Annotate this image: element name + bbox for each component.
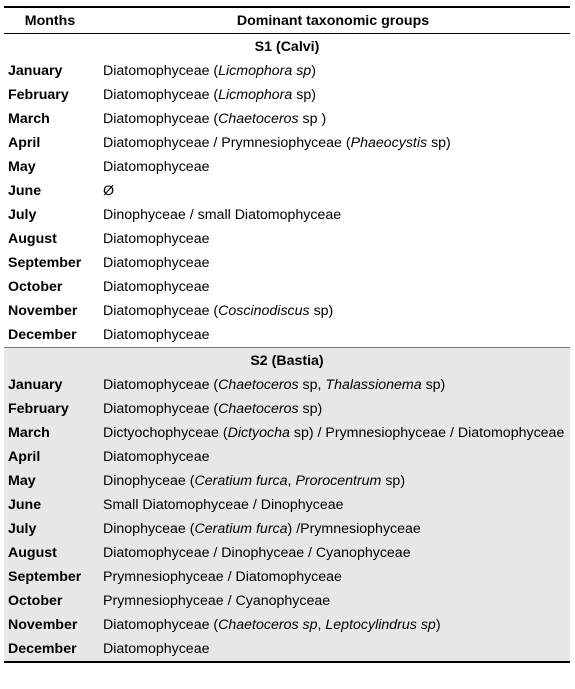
months-column-header: Months — [4, 7, 96, 34]
month-cell: July — [8, 521, 37, 538]
taxonomic-group-cell — [96, 83, 570, 107]
taxonomic-group-cell — [96, 445, 570, 469]
month-cell: May — [8, 159, 36, 176]
month-cell: September — [8, 569, 82, 586]
taxon-name-italic: Prorocentrum — [295, 473, 382, 490]
group-text: Diatomophyceae ( — [103, 377, 219, 394]
taxonomic-group-cell — [96, 373, 570, 397]
group-text: Diatomophyceae — [103, 327, 210, 344]
taxon-name-italic: Coscinodiscus — [218, 303, 310, 320]
month-cell: May — [8, 473, 36, 490]
table-header — [4, 7, 570, 34]
taxonomic-group-cell — [96, 59, 570, 83]
table-row — [4, 613, 570, 637]
taxonomic-group-cell — [96, 469, 570, 493]
taxon-name-italic: Leptocylindrus sp — [325, 617, 436, 634]
table-row — [4, 155, 570, 179]
month-cell: March — [8, 111, 50, 128]
table-row — [4, 565, 570, 589]
group-text: sp) — [292, 87, 316, 104]
taxon-name-italic: Ceratium furca — [194, 473, 288, 490]
group-text: sp) / Prymnesiophyceae / Diatomophyceae — [289, 425, 565, 442]
taxon-name-italic: Dictyocha — [227, 425, 290, 442]
taxonomic-group-cell — [96, 155, 570, 179]
group-text: Diatomophyceae / Prymnesiophyceae ( — [103, 135, 351, 152]
group-text: Dinophyceae ( — [103, 521, 195, 538]
table-row — [4, 373, 570, 397]
group-text: , — [317, 617, 326, 634]
group-text: Diatomophyceae ( — [103, 401, 219, 418]
month-cell: January — [8, 377, 63, 394]
group-text: sp) — [427, 135, 451, 152]
taxonomic-group-cell — [96, 227, 570, 251]
month-cell: October — [8, 593, 63, 610]
month-cell: December — [4, 637, 96, 662]
month-cell: November — [8, 617, 78, 634]
taxonomic-groups-table — [4, 6, 570, 663]
table-row — [4, 203, 570, 227]
section-title-row — [4, 348, 570, 374]
taxon-name-italic: Ceratium furca — [194, 521, 288, 538]
taxonomic-group-cell — [96, 251, 570, 275]
table-row — [4, 541, 570, 565]
month-cell: March — [8, 425, 50, 442]
taxonomic-group-cell — [96, 275, 570, 299]
group-text: Dictyochophyceae ( — [103, 425, 228, 442]
group-text: Diatomophyceae ( — [103, 617, 219, 634]
group-text: sp) — [421, 377, 446, 394]
month-cell: April — [8, 449, 41, 466]
table-row — [4, 445, 570, 469]
group-text: ) — [311, 63, 316, 80]
month-cell: April — [8, 135, 41, 152]
month-cell: January — [8, 63, 63, 80]
group-text: Prymnesiophyceae / Cyanophyceae — [103, 593, 331, 610]
section-title: S2 (Bastia) — [4, 348, 570, 374]
table-row — [4, 323, 570, 348]
section-title: S1 (Calvi) — [254, 39, 320, 56]
table-row — [4, 397, 570, 421]
table-row — [4, 299, 570, 323]
table-row — [4, 131, 570, 155]
group-text: Diatomophyceae — [103, 159, 210, 176]
taxonomic-group-cell — [96, 493, 570, 517]
table-row — [4, 179, 570, 203]
taxon-name-italic: Chaetoceros — [218, 111, 299, 128]
table-row — [4, 469, 570, 493]
group-text: ) — [435, 617, 441, 634]
month-cell: August — [8, 545, 57, 562]
month-cell: February — [8, 401, 69, 418]
month-cell: October — [8, 279, 63, 296]
taxonomic-group-cell — [96, 541, 570, 565]
table-row — [4, 83, 570, 107]
group-text: Small Diatomophyceae / Dinophyceae — [103, 497, 344, 514]
group-text: Prymnesiophyceae / Diatomophyceae — [103, 569, 342, 586]
group-text: sp) — [381, 473, 406, 490]
header-row — [4, 7, 570, 34]
table-row — [4, 59, 570, 83]
taxonomic-group-cell — [96, 637, 570, 662]
table-row — [4, 589, 570, 613]
taxon-name-italic: Chaetoceros sp — [218, 617, 318, 634]
group-text: sp) — [309, 303, 334, 320]
group-text: Diatomophyceae ( — [103, 87, 219, 104]
taxonomic-group-cell — [96, 299, 570, 323]
table-row — [4, 251, 570, 275]
taxon-name-italic: Licmophora sp — [218, 63, 312, 80]
taxonomic-group-cell — [96, 613, 570, 637]
month-cell: June — [8, 183, 42, 200]
group-text: Diatomophyceae — [103, 279, 210, 296]
month-cell: February — [8, 87, 69, 104]
group-text: Diatomophyceae ( — [103, 303, 219, 320]
group-text: sp) — [298, 401, 323, 418]
taxonomic-group-cell — [96, 323, 570, 348]
table-row — [4, 637, 570, 662]
section-s2-bastia — [4, 348, 570, 663]
taxonomic-group-cell — [96, 565, 570, 589]
table-row — [4, 517, 570, 541]
groups-column-header: Dominant taxonomic groups — [96, 7, 570, 34]
taxon-name-italic: Licmophora — [218, 87, 293, 104]
group-text: , — [287, 473, 296, 490]
taxon-name-italic: Chaetoceros — [218, 401, 299, 418]
group-text: Diatomophyceae ( — [103, 63, 219, 80]
taxon-name-italic: Phaeocystis — [350, 135, 428, 152]
month-cell: August — [8, 231, 57, 248]
group-text: sp, — [298, 377, 326, 394]
table-row — [4, 275, 570, 299]
group-text: ) /Prymnesiophyceae — [287, 521, 421, 538]
table-row — [4, 107, 570, 131]
group-text: Diatomophyceae — [103, 641, 210, 658]
section-title-row — [4, 34, 570, 60]
taxonomic-group-cell — [96, 397, 570, 421]
group-text: Diatomophyceae — [103, 449, 210, 466]
group-text: Diatomophyceae — [103, 231, 210, 248]
group-text: Diatomophyceae ( — [103, 111, 219, 128]
taxonomic-group-cell — [96, 203, 570, 227]
section-s1-calvi — [4, 34, 570, 348]
group-text: Diatomophyceae / Dinophyceae / Cyanophyceae — [103, 545, 411, 562]
taxonomic-group-cell — [96, 179, 570, 203]
table-row — [4, 227, 570, 251]
taxonomic-group-cell — [96, 131, 570, 155]
month-cell: December — [8, 327, 77, 344]
taxon-name-italic: Thalassionema — [325, 377, 422, 394]
taxonomic-group-cell — [96, 589, 570, 613]
taxonomic-group-cell — [96, 517, 570, 541]
group-text: sp ) — [298, 111, 327, 128]
month-cell: July — [8, 207, 37, 224]
taxonomic-group-cell — [96, 421, 570, 445]
month-cell: September — [8, 255, 82, 272]
group-text: Ø — [103, 183, 115, 200]
month-cell: June — [8, 497, 42, 514]
group-text: Dinophyceae / small Diatomophyceae — [103, 207, 342, 224]
month-cell: November — [8, 303, 78, 320]
group-text: Dinophyceae ( — [103, 473, 195, 490]
table-row — [4, 493, 570, 517]
table-row — [4, 421, 570, 445]
taxonomic-groups-table-container — [4, 6, 570, 663]
group-text: Diatomophyceae — [103, 255, 210, 272]
taxon-name-italic: Chaetoceros — [218, 377, 299, 394]
taxonomic-group-cell — [96, 107, 570, 131]
